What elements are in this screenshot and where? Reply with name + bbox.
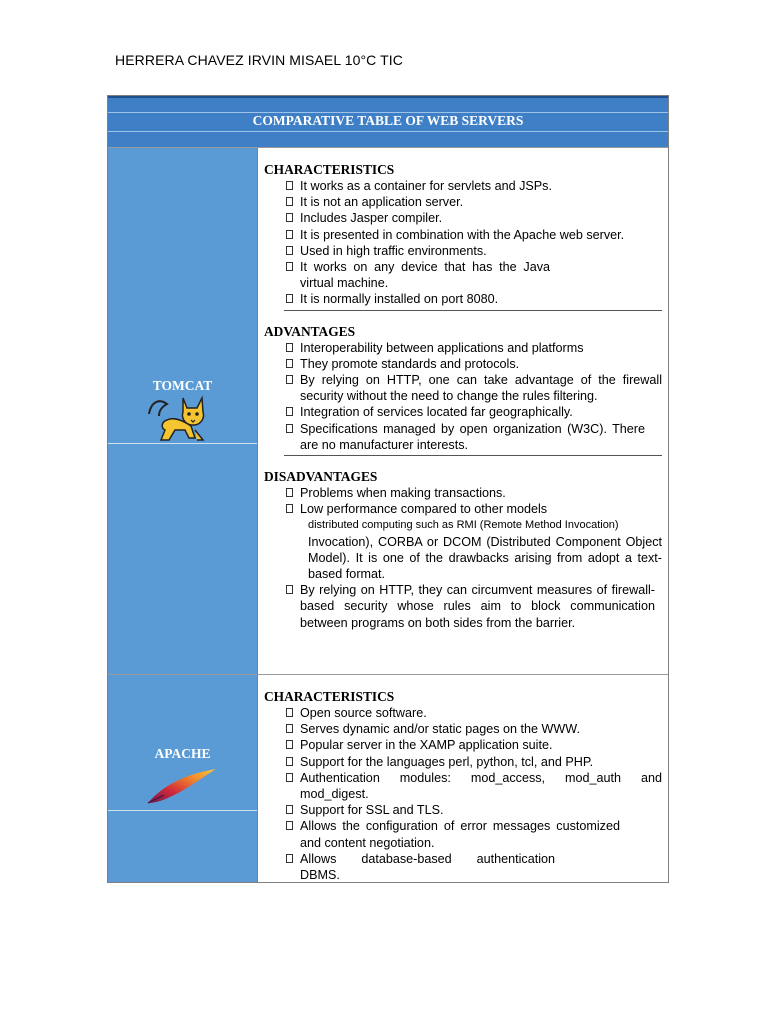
list-item: By relying on HTTP, they can circumvent measures of firewall-based security whose rules aim to block communication between programs on both sides from the barrier. [286,582,655,631]
server-cell-apache [108,675,258,882]
list-item: It works as a container for servlets and JSPs. [286,178,662,194]
section-heading-advantages: ADVANTAGES [264,323,356,339]
disadvantages-list [264,485,662,631]
bullet-box-icon [286,343,293,352]
bullet-box-icon [286,821,293,830]
bullet-box-icon [286,424,293,433]
list-item: It is presented in combination with the Apache web server. [286,227,662,243]
list-item: Support for the languages perl, python, tcl, and PHP. [286,754,662,770]
bullet-box-icon [286,213,293,222]
list-item: Support for SSL and TLS. [286,802,662,818]
list-item: Low performance compared to other models [286,501,620,517]
section-heading-characteristics: CHARACTERISTICS [264,689,395,704]
list-item: Open source software. [286,705,662,721]
bullet-box-icon [286,757,293,766]
section-heading-characteristics: CHARACTERISTICS [264,162,395,177]
bullet-box-icon [286,773,293,782]
server-name-tomcat: TOMCAT [152,378,213,393]
bullet-box-icon [286,359,293,368]
bullet-box-icon [286,294,293,303]
bullet-box-icon [286,708,293,717]
table-title: COMPARATIVE TABLE OF WEB SERVERS [252,113,524,128]
bullet-box-icon [286,488,293,497]
table-header [108,96,668,147]
advantages-list [264,340,662,453]
comparison-table [107,95,669,883]
list-item: Allows the configuration of error messages customized and content negotiation. [286,818,620,850]
characteristics-list [264,705,662,883]
bullet-box-icon [286,181,293,190]
server-cell-tomcat [108,148,258,674]
list-item: By relying on HTTP, one can take advantage of the firewall security without the need to change the rules filtering. [286,372,662,404]
details-cell-tomcat [258,148,668,674]
list-item: It is normally installed on port 8080. [286,291,662,307]
server-name-apache: APACHE [154,746,211,761]
table-row-apache [108,674,668,882]
bullet-box-icon [286,854,293,863]
tomcat-logo-icon [145,394,215,444]
bullet-box-icon [286,262,293,271]
list-item: Used in high traffic environments. [286,243,662,259]
bullet-box-icon [286,246,293,255]
bullet-box-icon [286,230,293,239]
list-item: Specifications managed by open organization (W3C). There are no manufacturer interests. [286,421,645,453]
bullet-box-icon [286,740,293,749]
list-item: Serves dynamic and/or static pages on the WWW. [286,721,662,737]
bullet-box-icon [286,197,293,206]
apache-feather-icon [144,765,218,807]
list-item: It is not an application server. [286,194,662,210]
list-item: Integration of services located far geographically. [286,404,662,420]
author-line: HERRERA CHAVEZ IRVIN MISAEL 10°C TIC [115,52,403,68]
list-item: Authentication modules: mod_access, mod_auth and mod_digest. [286,770,662,802]
details-cell-apache [258,675,668,882]
list-item: Includes Jasper compiler. [286,210,662,226]
bullet-box-icon [286,407,293,416]
list-item: They promote standards and protocols. [286,356,662,372]
table-row-tomcat [108,147,668,674]
bullet-box-icon [286,805,293,814]
bullet-box-icon [286,724,293,733]
list-item: Allows database-based authentication DBMS. [286,851,555,883]
bullet-box-icon [286,504,293,513]
list-item: distributed computing such as RMI (Remote Method Invocation) [308,519,619,532]
list-item: Problems when making transactions. [286,485,662,501]
list-item: It works on any device that has the Java virtual machine. [286,259,550,291]
section-heading-disadvantages: DISADVANTAGES [264,469,378,485]
list-item: Invocation), CORBA or DCOM (Distributed Component Object Model). It is one of the drawbacks arising from adopt a text-based format. [308,534,662,582]
list-item: Popular server in the XAMP application suite. [286,737,662,753]
characteristics-list [264,178,662,308]
bullet-box-icon [286,375,293,384]
list-item: Interoperability between applications and platforms [286,340,662,356]
bullet-box-icon [286,585,293,594]
